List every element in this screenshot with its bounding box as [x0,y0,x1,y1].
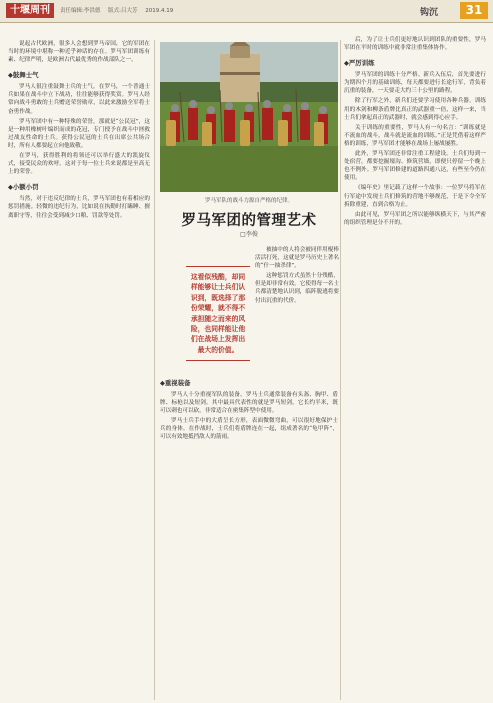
designer-label: 版式:吕大芳 [108,8,138,14]
page-header [0,0,493,23]
masthead-logo: 十堰周刊 [6,3,54,18]
paragraph: 这种惩罚方式虽然十分残酷，但是却非常有效。它使得每一名士兵都清楚地认识到，临阵脱逃将要付出沉重的代价。 [255,273,339,304]
column-divider [340,40,341,700]
article-column-right [344,36,486,229]
paragraph: 除了行军之外，新兵们还要学习使用各种兵器。训练用的木剑和柳条盾牌比真正的武器重一倍，这样一来，当士兵们拿起真正的武器时，就会感到得心应手。 [344,98,486,121]
paragraph: 被抽中的人将会被同伴用棍棒活活打死，这就是罗马历史上著名的“什一抽杀律”。 [255,247,339,270]
page-number: 31 [460,2,488,19]
column-divider [154,40,155,700]
subheading: ◆严厉训练 [344,59,375,68]
article-title: 罗马军团的管理艺术 [181,212,317,229]
paragraph: 罗马士兵手中的大盾呈长方形，表面微微弯曲，可以很好地保护士兵的身体。在作战时，士兵们将盾牌连在一起，组成著名的“龟甲阵”，可以有效地抵挡敌人的箭雨。 [160,418,338,441]
paragraph: 说起古代欧洲，很多人会想到罗马帝国，它的军团在当时的环境中堪称一种近乎神话的存在。罗马军团训练有素、纪律严明，是欧洲古代最优秀的作战部队之一。 [8,41,150,64]
subheading: ◆鼓舞士气 [8,71,39,80]
article-author: □李俊 [240,231,258,238]
paragraph: 罗马人十分重视军队的装备。罗马士兵通常装备有头盔、胸甲、盾牌、标枪以及短剑。其中最具代表性的就是罗马短剑，它长约半米，既可以刺也可以砍，非常适合在密集阵型中使用。 [160,392,338,415]
paragraph: 罗马军团中有一种特殊的荣誉，那就是“公民冠”，这是一种用橡树叶编织而成的花冠，专门授予在战斗中拯救过战友性命的士兵。获得公民冠的士兵在出席公共场合时，所有人都要起立向他致敬。 [8,118,150,149]
subheading: ◆小额小罚 [8,183,39,192]
article-column-middle-top [255,246,339,307]
paragraph: 当然，对于违反纪律的士兵，罗马军团也有着相应的惩罚措施。轻微的违纪行为，比如说在执勤时打瞌睡、擅离职守等，往往会受到减少口粮、罚款等处罚。 [8,196,150,219]
roman-soldiers-image [160,42,338,192]
paragraph: 此外，罗马军团还非常注重工程建设。士兵们每到一处宿营，都要挖掘壕沟、修筑营墙，即便只停留一个晚上也不例外。罗马军团修建的道路四通八达，有些至今仍在使用。 [344,151,486,182]
editor-credits [60,6,179,14]
subheading: ◆重视装备 [160,379,191,387]
article-column-left [8,40,150,222]
editor-label: 责任编辑:李洪德 [60,8,101,14]
photo-caption: 罗马军队的战斗力源自严格的纪律。 [204,198,293,204]
paragraph: 罗马人很注重鼓舞士兵的士气。在罗马，一个普通士兵如果在战斗中立下战功，往往能够获得奖赏。罗马人经常向战斗勇敢的士兵赠送荣誉勋章，以此来激励全军将士奋勇作战。 [8,84,150,115]
paragraph: 罗马军团的训练十分严格。新兵入伍后，首先要进行为期四个月的基础训练，每天都要进行长途行军，背负着沉重的装备，一天要走大约三十公里的路程。 [344,72,486,95]
paragraph: 后，为了让士兵们更好地认识到团队的重要性，罗马军团在平时的训练中就非常注重集体协作。 [344,37,486,52]
section-name: 钩沉 [420,8,439,18]
article-column-middle-bottom [160,372,338,444]
paragraph: 在罗马，获得胜利的将领还可以举行盛大的凯旋仪式，接受民众的欢呼。这对于每一位士兵来说都是至高无上的荣誉。 [8,153,150,176]
paragraph: 关于训练的重要性，罗马人有一句名言：“训练就是不流血的战斗，战斗就是流血的训练。”正是凭借着这样严格的训练，罗马军团才能够在战场上屡战屡胜。 [344,124,486,147]
paragraph: 《编年史》里记载了这样一个故事：一位罗马将军在行军途中发现士兵们修筑的营地不够规范，于是下令全军拆除重建，直到合格为止。 [344,185,486,208]
pull-quote: 这看似残酷，却同样能够让士兵们认识到，既选择了那份荣耀，就不得不承担随之而来的风险，也同样能让他们在战场上发挥出最大的价值。 [186,266,250,361]
article-photo [160,42,338,192]
issue-date: 2019.4.19 [145,8,174,14]
paragraph: 由此可见，罗马军团之所以能够纵横天下，与其严密的组织管理是分不开的。 [344,211,486,226]
